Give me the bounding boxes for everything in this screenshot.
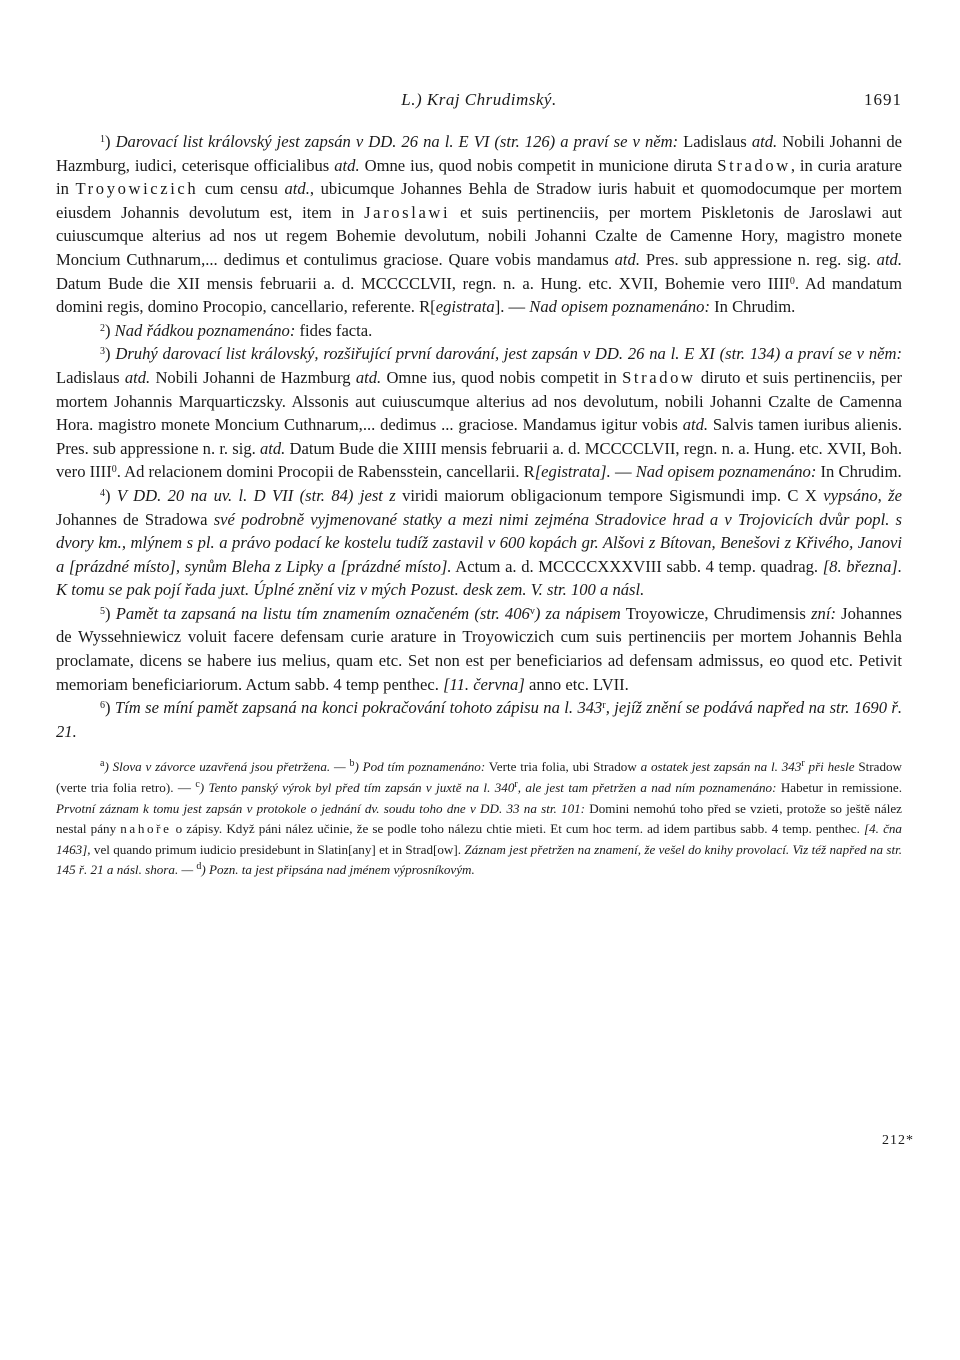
text-run: atd.	[124, 367, 151, 387]
note-marker: 2	[100, 322, 105, 334]
text-run: ) za nápisem	[534, 603, 621, 623]
text-run: ) Pod tím poznamenáno:	[354, 759, 486, 775]
text-run: atd.	[334, 155, 360, 175]
text-run: In Chrudim.	[816, 462, 902, 482]
note-paragraph	[56, 319, 902, 343]
text-run: Stradow	[622, 367, 696, 387]
text-run: Nad řádkou poznamenáno:	[110, 320, 296, 340]
text-run: atd.	[259, 438, 286, 458]
text-run: diruto et suis pertinenciis, per mortem Johannis Marquarticzsky. Alssonis aut cuiuscumque alterius ad nos devolutum, nobili Johanni Czalte de Camenna Hora. magistro monete Moncium Cuthnarum,... dedimus ... graciose. Mandamus igitur vobis	[56, 367, 902, 435]
note-marker-paren: )	[105, 344, 111, 364]
text-run: Omne ius, quod nobis competit in	[381, 367, 623, 387]
text-run: Verte tria folia, ubi Stradow	[485, 759, 641, 775]
text-run: [4. čna 1463],	[56, 821, 902, 857]
text-run: Darovací list královský jest zapsán v DD. 26 na l. E VI (str. 126) a praví se v něm:	[110, 132, 679, 151]
superscript-mark: r	[801, 758, 805, 770]
text-run: ) Slova v závorce uzavřená jsou přetržena. —	[104, 759, 350, 775]
text-run: atd.	[284, 179, 310, 199]
note-paragraph	[56, 602, 902, 696]
notes-section	[56, 130, 902, 743]
text-run: vel quando primum iudicio presidebunt in Slatin[any] et in Strad[ow].	[90, 841, 465, 857]
superscript-mark: r	[602, 700, 606, 712]
note-marker-paren: )	[105, 132, 111, 151]
text-run: V DD. 20 na uv. l. D VII (str. 84) jest z	[110, 485, 396, 505]
note-marker-paren: )	[105, 320, 111, 340]
superscript-mark: b	[349, 758, 355, 770]
note-paragraph	[56, 484, 902, 602]
note-paragraph	[56, 696, 902, 743]
text-run: Stradow (verte tria folia retro). —	[56, 759, 903, 796]
text-run: Ladislaus	[56, 367, 125, 387]
text-run: fides facta.	[295, 320, 373, 340]
note-marker-paren: )	[105, 698, 111, 718]
superscript-mark: r	[514, 779, 518, 791]
text-run: ) Tento panský výrok byl před tím zapsán v juxtě na l. 340	[199, 780, 515, 796]
text-run: . Ad relacionem domini Procopii de Rabensstein, cancellarii. R	[116, 462, 535, 482]
text-run: , jejíž znění se podává napřed na str. 1690 ř. 21.	[56, 698, 902, 741]
text-run: Nad opisem poznamenáno:	[529, 297, 710, 317]
text-run: zní:	[811, 603, 836, 623]
text-run: vypsáno, že	[823, 485, 902, 505]
text-run: Druhý darovací list královský, rozšiřující první darování, jest zapsán v DD. 26 na l. E XI (str. 134) a praví se v něm:	[110, 344, 902, 364]
running-title: L.) Kraj Chrudimský.	[401, 90, 557, 109]
text-run: a ostatek jest zapsán na l. 343	[640, 759, 802, 775]
text-run: atd.	[355, 367, 382, 387]
page-number: 1691	[864, 90, 902, 109]
text-run: , in curia arature in	[56, 155, 903, 199]
text-run: Troyowicze, Chrudimensis	[620, 603, 812, 623]
superscript-mark: v	[529, 605, 535, 617]
text-run: Actum a. d. MCCCCXXXVIII sabb. 4 temp. quadrag.	[451, 556, 823, 576]
text-run: při hesle	[804, 759, 855, 775]
note-marker: 6	[100, 700, 105, 712]
text-run: Pamět ta zapsaná na listu tím znamením označeném (str. 406	[110, 603, 530, 623]
text-run: Datum Bude die XIIII mensis februarii a. d. MCCCCLVII, regn. n. a. Hung. etc. XVII, Boh. vero IIII	[56, 438, 902, 482]
text-run: nahoře	[120, 821, 172, 837]
text-run: atd.	[876, 249, 902, 269]
text-run: . Ad mandatum domini regis, domino Procopio, cancellario, referente. R[	[56, 273, 902, 317]
text-run: atd.	[751, 132, 778, 151]
text-run: Datum Bude die XII mensis februarii a. d. MCCCCLVII, regn. n. a. Hung. etc. XVII, Bohemie vero IIII	[56, 273, 790, 293]
note-marker: 5	[100, 605, 105, 617]
note-marker: 4	[100, 487, 105, 499]
superscript-mark: 0	[789, 275, 795, 287]
note-marker-paren: )	[105, 603, 111, 623]
text-run: Johannes de Stradowa	[56, 509, 214, 529]
text-run: Prvotní záznam k tomu jest zapsán v protokole o jednání dv. soudu toho dne v DD. 33 na str. 101:	[56, 800, 586, 816]
text-run: , ubicumque Johannes Behla de Stradow iuris habuit et quomodocumque per mortem eiusdem Johannis devolutum est, item in	[56, 179, 902, 222]
note-marker: 1	[100, 134, 105, 145]
text-run: Záznam jest přetržen na znamení, že vešel do knihy provolací. Viz též napřed na str. 145 ř. 21 a násl. shora. —	[56, 841, 902, 878]
running-header	[56, 90, 902, 118]
superscript-mark: 0	[111, 464, 117, 476]
text-run: Nobili Johanni de Hazmburg, iudici, ceterisque officialibus	[56, 132, 902, 175]
text-run: et suis pertinenciis, per mortem Piskletonis de Jaroslawi aut cuiuscumque alterius ad nos ut regem Bohemie devolutum, nobili Johanni Czalte de Camenne Hory, magistro monete Moncium Cuthnarum,... dedimus et contulimus graciose. Quare vobis mandamus	[56, 202, 902, 269]
text-run: Ladislaus	[678, 132, 752, 151]
text-run: In Chrudim.	[709, 297, 796, 317]
text-run: Johannes de Wyssehniewicz voluit facere defensam curie arature in Troyowiczich cum suis pertinenciis per mortem Johannis Behla proclamate, dicens se habere ius melius, quam etc. Set non est per beneficiarios ad defensam admissus, eo quod etc. Petivit memoriam beneficiariorum. Actum sabb. 4 temp penthec.	[56, 603, 902, 694]
text-run: Tím se míní pamět zapsaná na konci pokračování tohoto zápisu na l. 343	[110, 698, 603, 718]
text-run: Omne ius, quod nobis competit in municione diruta	[359, 155, 718, 175]
text-run: [egistrata].	[534, 462, 611, 482]
text-run: Salvis tamen iuribus alienis. Pres. sub appressione n. r. sig.	[56, 415, 902, 458]
text-run: Nad opisem poznamenáno:	[635, 462, 817, 482]
text-run: viridi maiorum obligacionum tempore Sigismundi imp. C X	[395, 485, 824, 505]
text-run: , ale jest tam přetržen a nad ním poznamenáno:	[517, 780, 777, 796]
text-run: [11. června]	[443, 674, 525, 694]
superscript-mark: a	[100, 758, 105, 770]
text-run: Habetur in remissione.	[776, 780, 902, 796]
text-run: Pres. sub appressione n. reg. sig.	[639, 249, 877, 269]
text-run: [8. března]. K tomu se pak pojí řada juxt. Úplné znění viz v mých Pozust. desk zem. V. str. 100 a násl.	[56, 556, 902, 600]
superscript-mark: c	[195, 779, 200, 791]
text-run: své podrobně vyjmenované statky a mezi nimi zejména Stradovice hrad a v Trojovicích dvůr popl. s dvory km., mlýnem s pl. a právo podací ke kostelu tudíž zastavil v 600 kopách gr. Alšovi z Bítovan, Benešovi z Křivého, Janovi a [prázdné místo], synům Bleha z Lipky a [prázdné místo].	[56, 509, 902, 576]
note-marker: 3	[100, 346, 105, 358]
note-paragraph	[56, 130, 902, 319]
note-marker-paren: )	[105, 485, 111, 505]
text-run: Troyowiczich	[75, 179, 199, 199]
text-run: atd.	[682, 415, 709, 435]
signature-mark: 212*	[882, 1133, 914, 1148]
text-run: Jaroslawi	[364, 202, 451, 222]
text-run: ) Pozn. ta jest připsána nad jménem výprosníkovým.	[201, 862, 475, 878]
text-run: ]. —	[494, 297, 530, 317]
text-run: cum censu	[198, 179, 285, 199]
text-run: egistrata	[435, 297, 495, 317]
text-run: Stradow	[717, 155, 791, 175]
text-run: atd.	[614, 249, 640, 269]
text-run: o zápisy. Když páni nález učinie, že se podle toho nálezu chtie mieti. Et cum hoc term. ad idem partibus sabb. 4 temp. penthec.	[171, 821, 865, 837]
page	[56, 90, 902, 881]
text-run: Nobili Johanni de Hazmburg	[150, 367, 356, 387]
text-run: Domini nemohú toho před se vzieti, protože so ještě nález nestal pány	[56, 800, 902, 837]
text-run: —	[610, 462, 636, 482]
note-paragraph	[56, 342, 902, 484]
footnotes-section	[56, 757, 902, 881]
superscript-mark: d	[196, 861, 202, 873]
text-run: anno etc. LVII.	[524, 674, 629, 694]
